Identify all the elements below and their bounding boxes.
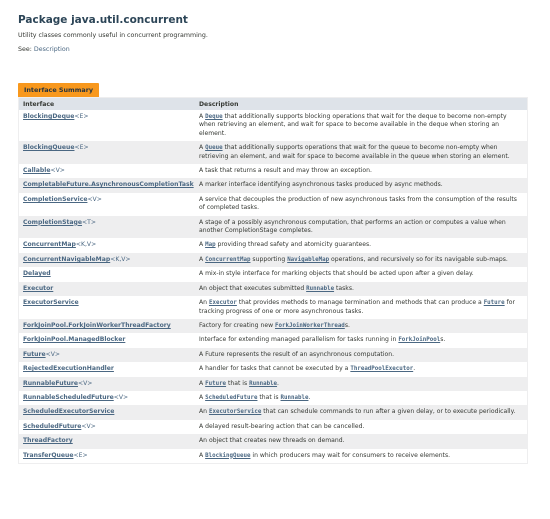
- description-text: tasks.: [334, 284, 354, 292]
- interface-cell: [19, 391, 196, 405]
- description-cell: [195, 449, 528, 464]
- description-cell: [195, 333, 528, 347]
- see-label: See:: [18, 46, 32, 53]
- description-text: Factory for creating new: [199, 321, 275, 329]
- description-text: s.: [440, 336, 446, 344]
- package-description: Utility classes commonly useful in concurrent programming.: [18, 32, 208, 39]
- interface-link[interactable]: RejectedExecutionHandler: [23, 365, 114, 373]
- interface-cell: [19, 377, 196, 391]
- description-cell: [195, 178, 528, 192]
- table-row: [19, 216, 528, 239]
- table-row: [19, 193, 528, 216]
- description-text: that is: [257, 393, 281, 401]
- code-link[interactable]: Map: [205, 242, 216, 249]
- description-cell: [195, 362, 528, 376]
- code-link[interactable]: ExecutorService: [208, 409, 262, 416]
- code-link[interactable]: NavigableMap: [287, 256, 330, 263]
- type-parameters: <E>: [74, 113, 89, 120]
- description-cell: [195, 348, 528, 362]
- description-cell: [195, 141, 528, 164]
- code-link[interactable]: Queue: [205, 145, 223, 152]
- type-parameters: <K,V>: [75, 241, 97, 249]
- description-cell: [195, 110, 528, 141]
- see-also: [18, 46, 530, 53]
- description-text: An: [199, 299, 209, 307]
- description-text: A marker interface identifying asynchronous tasks produced by async methods.: [199, 181, 443, 189]
- description-text: supporting: [250, 255, 288, 263]
- description-text: .: [308, 393, 311, 401]
- code-link[interactable]: Runnable: [249, 380, 278, 387]
- description-text: A Future represents the result of an asynchronous computation.: [199, 350, 395, 358]
- description-cell: [195, 319, 528, 333]
- description-cell: [195, 405, 528, 419]
- type-parameters: <V>: [45, 350, 60, 358]
- interface-link[interactable]: BlockingDeque: [23, 113, 75, 120]
- interface-cell: [19, 267, 196, 281]
- type-parameters: <T>: [82, 218, 96, 226]
- table-row: [19, 333, 528, 347]
- table-row: [19, 296, 528, 319]
- description-text: A: [199, 379, 206, 387]
- code-link[interactable]: ScheduledFuture: [205, 394, 258, 401]
- interface-cell: [19, 449, 196, 464]
- interface-cell: [19, 319, 196, 333]
- table-row: [19, 377, 528, 391]
- column-header-interface: Interface: [19, 98, 196, 111]
- interface-cell: [19, 296, 196, 319]
- interface-cell: [19, 362, 196, 376]
- interface-link[interactable]: Executor: [23, 284, 54, 292]
- type-parameters: <V>: [50, 167, 65, 175]
- description-cell: [195, 267, 528, 281]
- description-cell: [195, 377, 528, 391]
- interface-cell: [19, 164, 196, 178]
- description-cell: [195, 193, 528, 216]
- description-cell: [195, 216, 528, 239]
- interface-cell: [19, 178, 196, 192]
- table-row: [19, 319, 528, 333]
- description-text: A: [199, 393, 206, 401]
- interface-link[interactable]: RunnableFuture: [23, 379, 78, 387]
- type-parameters: <E>: [73, 451, 88, 459]
- interface-link[interactable]: ConcurrentNavigableMap: [23, 255, 111, 263]
- page-title: Package java.util.concurrent: [18, 14, 188, 26]
- description-text: that additionally supports operations that wait for the queue to become non-empty when retrieving an element, and wait for space to become available in the queue when storing an element.: [199, 144, 510, 160]
- description-cell: [195, 253, 528, 267]
- code-link[interactable]: Future: [483, 300, 505, 307]
- code-link[interactable]: Deque: [205, 114, 223, 120]
- code-link[interactable]: BlockingQueue: [205, 452, 251, 459]
- interface-link[interactable]: ExecutorService: [23, 299, 79, 307]
- description-text: A service that decouples the production of new asynchronous tasks from the consumption of the results of completed tasks.: [199, 195, 517, 212]
- code-link[interactable]: Runnable: [306, 285, 335, 292]
- code-link[interactable]: ForkJoinWorkerThread: [275, 322, 345, 329]
- code-link[interactable]: Executor: [208, 300, 237, 307]
- table-row: [19, 110, 528, 141]
- description-text: A: [199, 255, 206, 263]
- interface-link[interactable]: Future: [23, 350, 46, 358]
- interface-link[interactable]: TransferQueue: [23, 451, 74, 459]
- description-text: s.: [344, 321, 350, 329]
- table-row: [19, 434, 528, 448]
- description-text: A: [199, 113, 206, 120]
- description-text: A stage of a possibly asynchronous computation, that performs an action or computes a value when another CompletionStage completes.: [199, 218, 506, 235]
- table-row: [19, 391, 528, 405]
- table-row: [19, 405, 528, 419]
- interface-cell: [19, 216, 196, 239]
- interface-cell: [19, 253, 196, 267]
- description-text: An object that creates new threads on demand.: [199, 437, 345, 445]
- interface-cell: [19, 434, 196, 448]
- description-text: that can schedule commands to run after a given delay, or to execute periodically.: [261, 408, 516, 416]
- description-text: that is: [226, 379, 250, 387]
- description-text: A delayed result-bearing action that can be cancelled.: [199, 422, 365, 430]
- description-text: A: [199, 144, 206, 152]
- type-parameters: <V>: [87, 195, 102, 203]
- interface-cell: [19, 193, 196, 216]
- type-parameters: <V>: [81, 422, 96, 430]
- interface-link[interactable]: ScheduledFuture: [23, 422, 82, 430]
- interface-link[interactable]: CompletionStage: [23, 218, 83, 226]
- description-text: operations, and recursively so for its navigable sub-maps.: [329, 255, 508, 263]
- description-text: A: [199, 451, 206, 459]
- summary-caption: Interface Summary: [18, 83, 99, 97]
- table-row: [19, 348, 528, 362]
- interface-cell: [19, 238, 196, 252]
- table-row: [19, 141, 528, 164]
- description-text: A: [199, 241, 206, 249]
- interface-cell: [19, 333, 196, 347]
- table-row: [19, 178, 528, 192]
- description-text: .: [413, 365, 416, 373]
- description-cell: [195, 282, 528, 296]
- description-text: for tracking progress of one or more asynchronous tasks.: [199, 299, 515, 315]
- interface-link[interactable]: ThreadFactory: [23, 437, 73, 445]
- table-row: [19, 420, 528, 434]
- interface-cell: [19, 282, 196, 296]
- interface-cell: [19, 420, 196, 434]
- code-link[interactable]: ConcurrentMap: [205, 256, 251, 263]
- interface-link[interactable]: ScheduledExecutorService: [23, 408, 115, 416]
- table-row: [19, 362, 528, 376]
- column-header-description: Description: [195, 98, 528, 111]
- description-text: .: [277, 379, 279, 387]
- description-text: that provides methods to manage termination and methods that can produce a: [236, 299, 484, 307]
- table-row: [19, 253, 528, 267]
- description-link[interactable]: Description: [33, 46, 70, 53]
- description-cell: [195, 296, 528, 319]
- description-text: A mix-in style interface for marking objects that should be acted upon after a given delay.: [199, 270, 474, 278]
- description-cell: [195, 434, 528, 448]
- interface-link[interactable]: CompletionService: [23, 195, 88, 203]
- interface-link[interactable]: ForkJoinPool.ManagedBlocker: [23, 336, 126, 344]
- table-row: [19, 282, 528, 296]
- description-text: An object that executes submitted: [199, 284, 307, 292]
- interface-link[interactable]: CompletableFuture.AsynchronousCompletionTask: [23, 181, 194, 189]
- description-text: An: [199, 408, 209, 416]
- type-parameters: <E>: [74, 144, 89, 152]
- code-link[interactable]: ForkJoinPool: [398, 337, 441, 344]
- type-parameters: <K,V>: [110, 255, 131, 263]
- description-cell: [195, 391, 528, 405]
- description-text: that additionally supports blocking operations that wait for the deque to become non-empty when retrieving an element, and wait for space to become available in the deque when storing an element.: [199, 113, 507, 137]
- interface-link[interactable]: Callable: [23, 167, 51, 175]
- interface-link[interactable]: ForkJoinPool.ForkJoinWorkerThreadFactory: [23, 321, 171, 329]
- interface-link[interactable]: BlockingQueue: [23, 144, 75, 152]
- interface-link[interactable]: RunnableScheduledFuture: [23, 393, 114, 401]
- type-parameters: <V>: [78, 379, 93, 387]
- interface-link[interactable]: Delayed: [23, 270, 51, 278]
- type-parameters: <V>: [113, 393, 129, 401]
- description-text: in which producers may wait for consumers to receive elements.: [250, 451, 451, 459]
- table-row: [19, 164, 528, 178]
- description-text: A handler for tasks that cannot be executed by a: [199, 365, 351, 373]
- code-link[interactable]: Future: [205, 380, 227, 387]
- description-text: A task that returns a result and may throw an exception.: [199, 167, 372, 175]
- table-body: [19, 110, 528, 463]
- description-text: providing thread safety and atomicity guarantees.: [215, 241, 372, 249]
- description-cell: [195, 164, 528, 178]
- interface-cell: [19, 348, 196, 362]
- interface-cell: [19, 405, 196, 419]
- interface-cell: [19, 110, 196, 141]
- table-row: [19, 449, 528, 464]
- description-cell: [195, 420, 528, 434]
- table-row: [19, 238, 528, 252]
- interface-table: [18, 97, 528, 464]
- interface-cell: [19, 141, 196, 164]
- table-header-row: [19, 98, 528, 111]
- code-link[interactable]: ThreadPoolExecutor: [350, 366, 414, 373]
- code-link[interactable]: Runnable: [280, 394, 309, 401]
- interface-summary: [18, 77, 528, 464]
- interface-link[interactable]: ConcurrentMap: [23, 241, 76, 249]
- description-cell: [195, 238, 528, 252]
- table-row: [19, 267, 528, 281]
- description-text: Interface for extending managed parallelism for tasks running in: [199, 336, 399, 344]
